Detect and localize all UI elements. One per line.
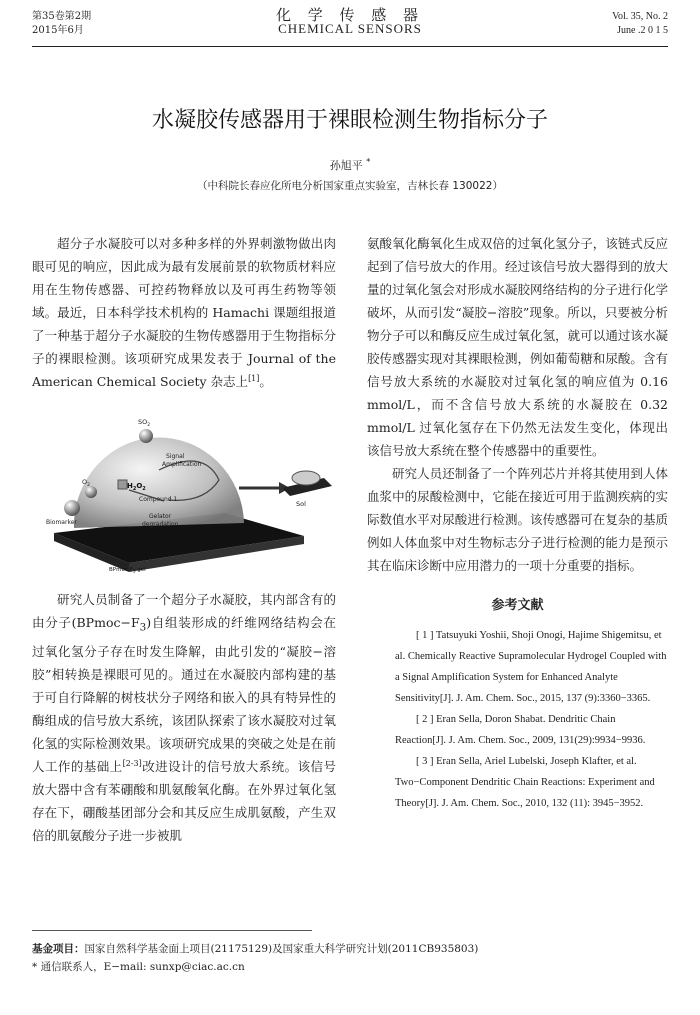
header-rule (32, 46, 668, 47)
enzyme-icon (118, 480, 127, 489)
so2-molecule-icon (139, 429, 153, 443)
biomarker-label: Biomarker (46, 519, 77, 526)
gelator-label: Gelator (149, 513, 172, 520)
sol-label: Sol (296, 500, 306, 508)
svg-text:BPmoc-F3 gel: BPmoc-$F_3$ gel (109, 567, 146, 574)
article-title: 水凝胶传感器用于裸眼检测生物指标分子 (151, 108, 548, 133)
journal-name-en: CHEMICAL SENSORS (278, 21, 422, 36)
journal-header-right (612, 10, 668, 38)
footnote-rule (32, 930, 312, 931)
journal-header-center (0, 8, 700, 36)
reference-item: [ 3 ] Eran Sella, Ariel Lubelski, Joseph Klafter, et al. Two−Component Dendritic Chain Reactions: Experiment and Theory[J]. J. Am. Chem. Soc., 2010, 132 (11): 3945−3952. (395, 756, 655, 809)
degradation-label: degradation (142, 521, 179, 528)
gel-label: BPmoc-F (109, 567, 133, 573)
paragraph-mechanism: 氨酸氧化酶氧化生成双倍的过氧化氢分子，该链式反应起到了信号放大的作用。经过该信号放大器得到的放大量的过氧化氢会对形成水凝胶网络结构的分子进行化学破坏，从而引发“凝胶−溶胶”现象。所以，只要被分析物分子可以和酶反应生成过氧化氢，就可以通过该水凝胶传感器实现对其裸眼检测，例如葡萄糖和尿酸。含有信号放大系统的水凝胶对过氧化氢的响应值为 0.16 mmol/L，而不含信号放大系统的水凝胶在 0.32 mmol/L 过氧化氢存在下仍然无法发生变化，体现出该信号放大系统在整个传感器中的重要性。 (367, 236, 668, 458)
references-heading: 参考文献 (491, 598, 544, 613)
left-column (32, 232, 336, 847)
author-name: 孙旭平 (329, 159, 363, 172)
reference-item: [ 1 ] Tatsuyuki Yoshii, Shoji Onogi, Hajime Shigemitsu, et al. Chemically Reactive Supramolecular Hydrogel Coupled with a Signal Amplification System for Enhanced Analyte Sensitivity[J]. J. Am. Chem. Soc., 2015, 137 (9):3360−3365. (395, 630, 667, 704)
volume-en: Vol. 35, No. 2 (612, 11, 668, 22)
funding-line (32, 940, 478, 958)
affiliation: （中科院长春应化所电分析国家重点实验室，吉林长春 130022） (197, 180, 503, 192)
footnote (32, 940, 478, 976)
hydrogel-sensor-figure (34, 408, 334, 576)
volume-cn: 第35卷第2期 (32, 11, 92, 22)
funding-text: 国家自然科学基金面上项目(21175129)及国家重大科学研究计划(2011CB935803) (84, 943, 479, 955)
date-en: June .2 0 1 5 (617, 25, 668, 36)
biomarker-molecule-icon (64, 500, 80, 516)
contact-line: * 通信联系人，E−mail: sunxp@ciac.ac.cn (32, 961, 245, 973)
author-line (0, 157, 700, 173)
paragraph-application: 研究人员还制备了一个阵列芯片并将其使用到人体血浆中的尿酸检测中，它能在接近可用于监测疾病的实际数值水平对尿酸进行检测。该传感器可在复杂的基质例如人体血浆中对生物标志分子进行检测的能力是预示其在临床诊断中应用潜力的一项十分重要的指标。 (367, 466, 668, 573)
compound-label: Compound 1 (139, 496, 178, 503)
paragraph-intro: 超分子水凝胶可以对多种多样的外界刺激物做出肉眼可见的响应，因此成为最有发展前景的软物质材料应用在生物传感器、可控药物释放以及可再生药物等领域。最近，日本科学技术机构的 Hamachi 课题组报道了一种基于超分子水凝胶的生物传感器用于生物指标分子的裸眼检测。该项研究成果发表于 Journal of the American Chemical Society 杂志上[1]。 (32, 236, 336, 389)
signal-label: Signal (166, 453, 185, 460)
author-mark: * (366, 157, 371, 167)
h2o2-label: H (127, 482, 133, 490)
funding-label: 基金项目： (32, 943, 85, 955)
svg-text:SO2: $SO_2$ (138, 418, 151, 428)
svg-text:H2O2: $H_2O_2$ (127, 482, 146, 492)
amplification-label: Amplification (162, 461, 202, 468)
svg-text:O2: $O_2$ (82, 478, 90, 488)
figure-illustration (34, 408, 334, 576)
paragraph-method: 研究人员制备了一个超分子水凝胶，其内部含有的由分子$(BPmoc-F_3)$自组装形成的纤维网络结构会在过氧化氢分子存在时发生降解，由此引发的“凝胶−溶胶”相转换是裸眼可见的。通过在水凝胶内部构建的基于可自行降解的树枝状分子网络和嵌入的具有特异性的酶组成的信号放大系统，该团队探索了该水凝胶对过氧化氢的实际检测效果。该项研究成果的突破之处是在前人工作的基础上[2-3]改进设计的信号放大系统。该信号放大器中含有苯硼酸和肌氨酸氧化酶。在外界过氧化氢存在下，硼酸基团部分会和其反应生成肌氨酸，产生双倍的肌氨酸分子进一步被肌 (32, 592, 336, 843)
o2-label: O (82, 478, 88, 486)
citation[interactable]: [2-3] (122, 758, 142, 768)
reference-item: [ 2 ] Eran Sella, Doron Shabat. Dendritic Chain Reaction[J]. J. Am. Chem. Soc., 2009, 131(29):9934−9936. (395, 714, 646, 746)
so2-label: SO (138, 418, 148, 426)
citation[interactable]: [1] (248, 373, 260, 383)
sol-drop (292, 471, 320, 485)
journal-name-cn: 化 学 传 感 器 (275, 6, 425, 24)
date-cn: 2015年6月 (32, 25, 84, 36)
right-column (367, 232, 668, 814)
